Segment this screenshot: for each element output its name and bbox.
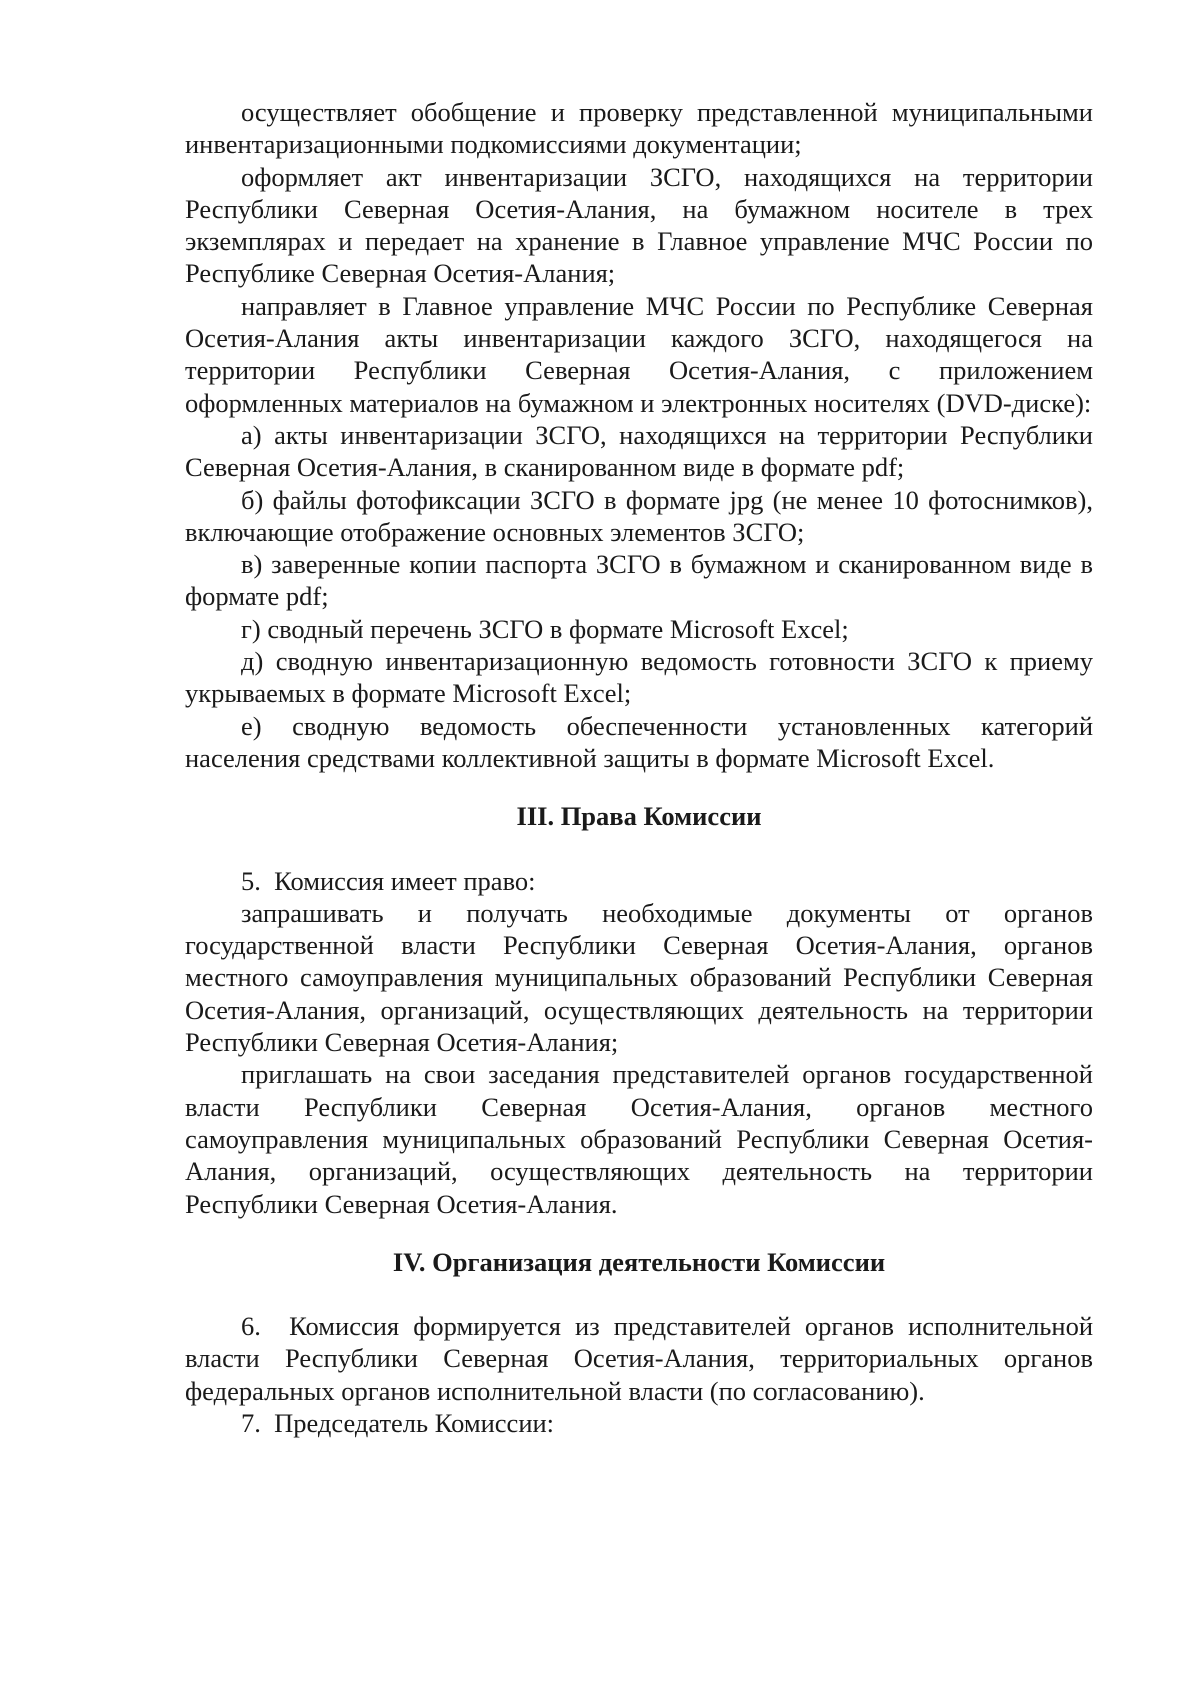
item-text: Комиссия формируется из представителей органов исполнительной власти Республики Северная Осетия-Алания, территориальных органов федеральных органов исполнительной власти (по согласованию). bbox=[185, 1311, 1093, 1406]
list-item-v bbox=[185, 548, 1093, 613]
document-page bbox=[185, 96, 1093, 1439]
list-item-e bbox=[185, 710, 1093, 775]
list-text: акты инвентаризации ЗСГО, находящихся на территории Республики Северная Осетия-Алания, в сканированном виде в формате pdf; bbox=[185, 419, 1093, 483]
paragraph-request: запрашивать и получать необходимые документы от органов государственной власти Республики Северная Осетия-Алания, органов местного самоуправления муниципальных образований Республики Северная Осетия-Алания, организаций, осуществляющих деятельность на территории Республики Северная Осетия-Алания; bbox=[185, 897, 1093, 1058]
paragraph-act: оформляет акт инвентаризации ЗСГО, находящихся на территории Республики Северная Осетия-Алания, на бумажном носителе в трех экземплярах и передает на хранение в Главное управление МЧС России по Республике Северная Осетия-Алания; bbox=[185, 161, 1093, 289]
list-text: сводный перечень ЗСГО в формате Microsoft Excel; bbox=[267, 613, 849, 644]
item-7 bbox=[185, 1407, 1093, 1439]
item-number: 6. bbox=[241, 1311, 261, 1342]
item-number: 7. bbox=[241, 1407, 261, 1438]
paragraph-summary: осуществляет обобщение и проверку представленной муниципальными инвентаризационными подкомиссиями документации; bbox=[185, 97, 1093, 160]
list-label: г) bbox=[241, 613, 261, 644]
list-label: в) bbox=[241, 549, 263, 580]
item-5 bbox=[185, 865, 1093, 897]
item-text: Комиссия имеет право: bbox=[274, 865, 536, 896]
list-label: а) bbox=[241, 419, 262, 450]
list-item-g bbox=[185, 613, 1093, 645]
list-item-a bbox=[185, 419, 1093, 484]
item-number: 5. bbox=[241, 865, 261, 896]
paragraph-send: направляет в Главное управление МЧС России по Республике Северная Осетия-Алания акты инвентаризации каждого ЗСГО, находящегося на территории Республики Северная Осетия-Алания, с приложением оформленных материалов на бумажном и электронных носителях (DVD-диске): bbox=[185, 290, 1093, 418]
item-text: Председатель Комиссии: bbox=[274, 1407, 555, 1438]
list-label: б) bbox=[241, 484, 264, 515]
list-label: е) bbox=[241, 710, 262, 741]
list-text: сводную инвентаризационную ведомость готовности ЗСГО к приему укрываемых в формате Microsoft Excel; bbox=[185, 646, 1094, 709]
list-text: заверенные копии паспорта ЗСГО в бумажном и сканированном виде в формате pdf; bbox=[185, 549, 1094, 612]
list-item-d bbox=[185, 645, 1093, 710]
section-4-heading: IV. Организация деятельности Комиссии bbox=[392, 1246, 886, 1277]
paragraph-invite: приглашать на свои заседания представителей органов государственной власти Республики Северная Осетия-Алания, органов местного самоуправления муниципальных образований Республики Северная Осетия-Алания, организаций, осуществляющих деятельность на территории Республики Северная Осетия-Алания. bbox=[185, 1059, 1093, 1219]
item-6 bbox=[185, 1310, 1093, 1407]
section-3-heading: III. Права Комиссии bbox=[516, 801, 762, 832]
list-text: сводную ведомость обеспеченности установленных категорий населения средствами коллективной защиты в формате Microsoft Excel. bbox=[185, 710, 1094, 773]
list-text: файлы фотофиксации ЗСГО в формате jpg (не менее 10 фотоснимков), включающие отображение основных элементов ЗСГО; bbox=[185, 484, 1093, 547]
list-item-b bbox=[185, 484, 1093, 549]
list-label: д) bbox=[241, 646, 264, 677]
